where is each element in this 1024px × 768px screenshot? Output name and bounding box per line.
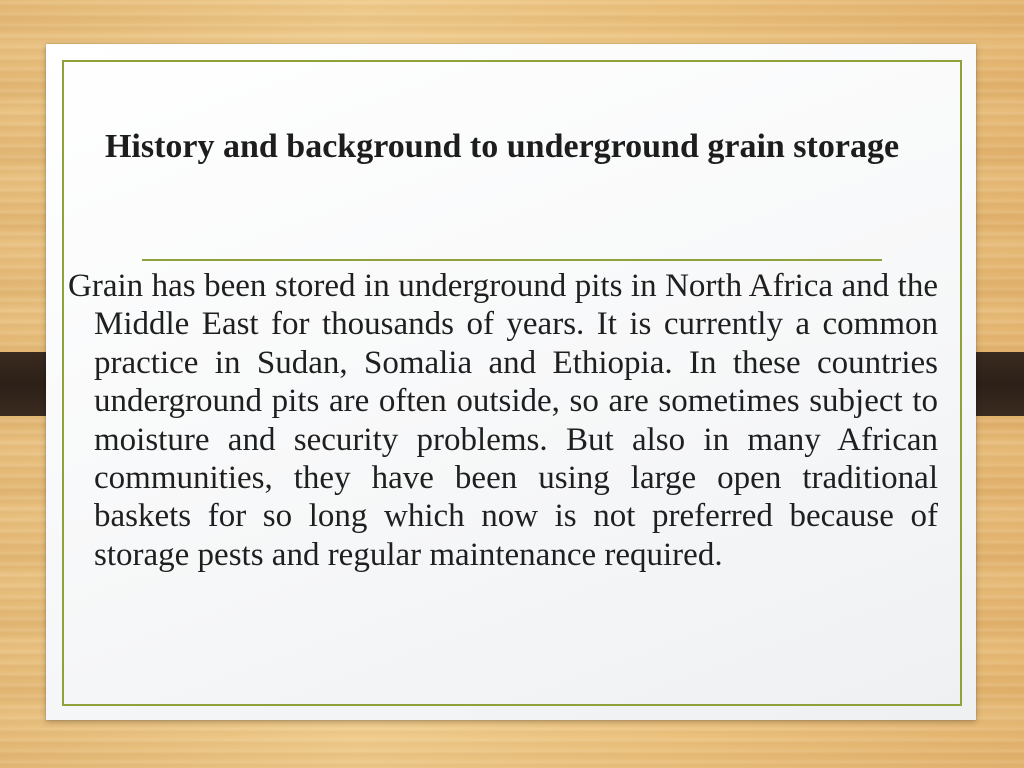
title-divider xyxy=(142,259,882,261)
slide-body-text: Grain has been stored in underground pits in North Africa and the Middle East for thousands of years. It is currently a common practice in Sudan, Somalia and Ethiopia. In these countries underground pits are often outside, so are sometimes subject to moisture and security problems. But also in many African communities, they have been using large open traditional baskets for so long which now is not preferred because of storage pests and regular maintenance required. xyxy=(68,268,938,573)
slide-title: History and background to underground grain storage xyxy=(104,128,900,165)
